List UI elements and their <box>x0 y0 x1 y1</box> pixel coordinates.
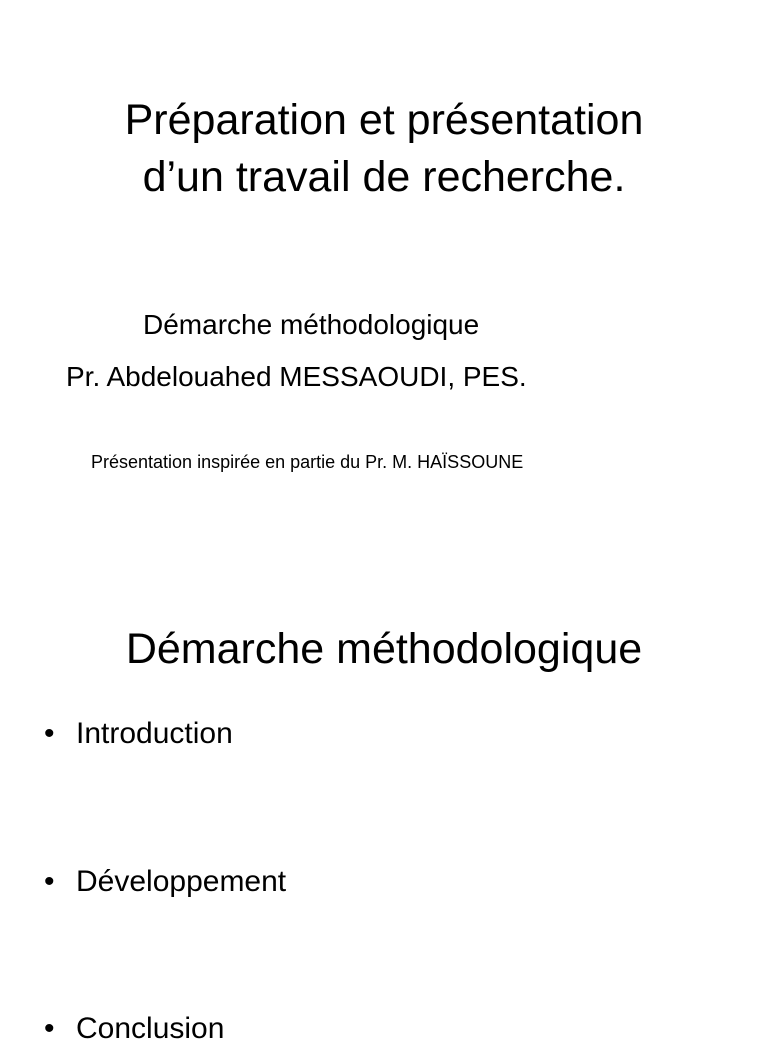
list-item <box>44 864 286 900</box>
slide-1-title-line-2: d’un travail de recherche. <box>142 153 626 201</box>
bullet-icon: • <box>44 865 55 898</box>
list-item-label: Développement <box>76 865 287 898</box>
slide-1-title <box>0 92 768 206</box>
list-item <box>44 716 233 752</box>
slide-1-title-line-1: Préparation et présentation <box>124 96 644 144</box>
bullet-icon: • <box>44 1012 55 1045</box>
list-item-label: Introduction <box>76 717 233 750</box>
slide-1-credit: Présentation inspirée en partie du Pr. M. HAÏSSOUNE <box>91 452 524 472</box>
slide-1-subtitle: Démarche méthodologique <box>143 309 480 340</box>
list-item <box>44 1011 224 1047</box>
bullet-icon: • <box>44 717 55 750</box>
list-item-label: Conclusion <box>76 1012 225 1045</box>
slide-1-author: Pr. Abdelouahed MESSAOUDI, PES. <box>66 361 527 392</box>
slide-2-title: Démarche méthodologique <box>125 625 643 673</box>
